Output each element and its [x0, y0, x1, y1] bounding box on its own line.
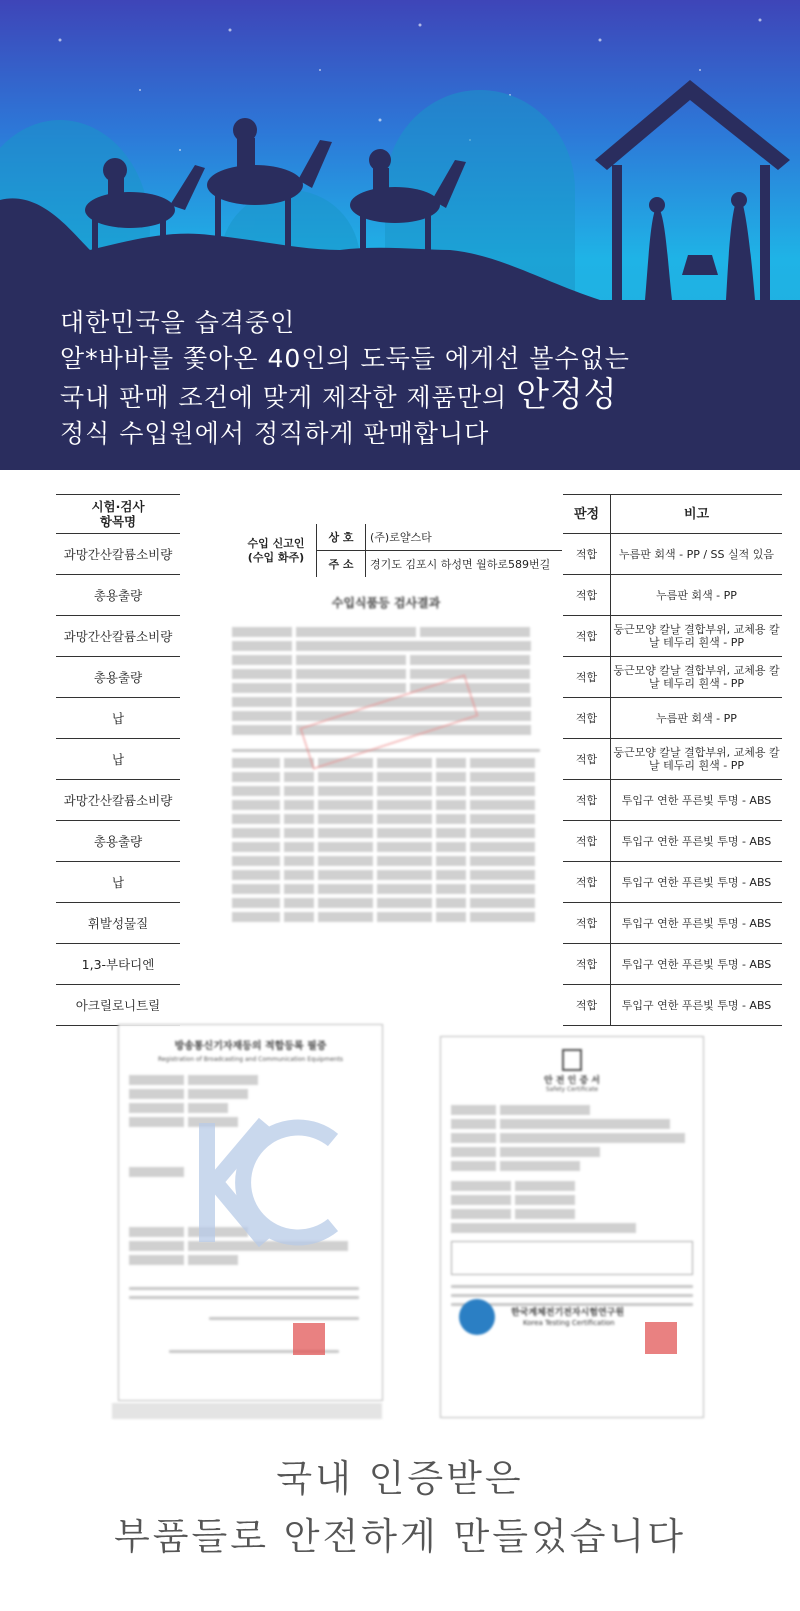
- verdict-cell: 적합: [563, 862, 611, 903]
- note-cell: 투입구 연한 푸른빛 투명 - ABS: [611, 821, 783, 862]
- test-item: 과망간산칼륨소비량: [56, 534, 180, 575]
- table-row: [563, 534, 782, 575]
- test-item: 납: [56, 698, 180, 739]
- hero-banner: [0, 0, 800, 470]
- note-cell: 투입구 연한 푸른빛 투명 - ABS: [611, 780, 783, 821]
- footer-line-1: 국내 인증받은: [276, 1457, 524, 1500]
- report-title: 수입식품등 검사결과: [331, 596, 441, 610]
- table-row: [563, 862, 782, 903]
- cert-right-title: 안 전 인 증 서: [543, 1076, 600, 1086]
- company-name-key: 상 호: [317, 524, 366, 551]
- verdict-cell: 적합: [563, 616, 611, 657]
- test-item-table: [56, 494, 180, 1026]
- test-item: 총용출량: [56, 821, 180, 862]
- cert-right-org-en: Korea Testing Certification: [523, 1319, 615, 1327]
- note-header: 비고: [611, 495, 783, 534]
- safety-certificate: [440, 1036, 704, 1418]
- table-row: [563, 575, 782, 616]
- verdict-cell: 적합: [563, 821, 611, 862]
- importer-label: 수입 신고인 (수입 화주): [236, 524, 317, 577]
- note-cell: 투입구 연한 푸른빛 투명 - ABS: [611, 862, 783, 903]
- table-row: [563, 985, 782, 1026]
- note-cell: 투입구 연한 푸른빛 투명 - ABS: [611, 944, 783, 985]
- test-item: 아크릴로니트릴: [56, 985, 180, 1026]
- verdict-cell: 적합: [563, 739, 611, 780]
- note-cell: 둥근모양 칼날 결합부위, 교체용 칼날 테두리 흰색 - PP: [611, 739, 783, 780]
- verdict-cell: 적합: [563, 985, 611, 1026]
- red-seal-stamp: [645, 1322, 677, 1354]
- hero-line-3-text: 국내 판매 조건에 맞게 제작한 제품만의: [60, 383, 508, 412]
- verdict-cell: 적합: [563, 534, 611, 575]
- footer-line-2: 부품들로 안전하게 만들었습니다: [114, 1515, 686, 1558]
- test-item: 과망간산칼륨소비량: [56, 780, 180, 821]
- note-cell: 투입구 연한 푸른빛 투명 - ABS: [611, 985, 783, 1026]
- note-cell: 둥근모양 칼날 결합부위, 교체용 칼날 테두리 흰색 - PP: [611, 616, 783, 657]
- table-row: [563, 657, 782, 698]
- note-cell: 둥근모양 칼날 결합부위, 교체용 칼날 테두리 흰색 - PP: [611, 657, 783, 698]
- kc-mark-icon: [562, 1049, 582, 1071]
- verdict-cell: 적합: [563, 698, 611, 739]
- hero-line-4: 정식 수입원에서 정직하게 판매합니다: [60, 419, 490, 448]
- company-name-value: (주)로얄스타: [366, 524, 563, 551]
- footer-copy: [0, 1450, 800, 1566]
- item-header: 시험·검사 항목명: [56, 495, 180, 534]
- hero-copy: [60, 305, 630, 452]
- test-item: 납: [56, 862, 180, 903]
- inspection-report-document: [232, 590, 540, 1010]
- test-item: 1,3-부타디엔: [56, 944, 180, 985]
- importer-info-table: [236, 524, 562, 577]
- table-row: [563, 616, 782, 657]
- verdict-cell: 적합: [563, 780, 611, 821]
- note-cell: 누름판 회색 - PP: [611, 698, 783, 739]
- cert-left-title: 방송통신기자재등의 적합등록 필증: [174, 1041, 327, 1052]
- table-row: [563, 780, 782, 821]
- hero-emphasis: 안정성: [516, 375, 618, 415]
- test-item: 과망간산칼륨소비량: [56, 616, 180, 657]
- test-item: 총용출량: [56, 575, 180, 616]
- cert-right-subtitle: Safety Certificate: [545, 1086, 599, 1093]
- verdict-header: 판정: [563, 495, 611, 534]
- verdict-table: [563, 494, 782, 1026]
- ktc-logo-icon: [459, 1299, 495, 1335]
- note-cell: 투입구 연한 푸른빛 투명 - ABS: [611, 903, 783, 944]
- address-value: 경기도 김포시 하성면 월하로589번길: [370, 558, 551, 571]
- test-item: 총용출량: [56, 657, 180, 698]
- note-cell: 누름판 회색 - PP / SS 실적 있음: [611, 534, 783, 575]
- table-row: [563, 821, 782, 862]
- cert-left-subtitle: Registration of Broadcasting and Communication Equipments: [157, 1056, 344, 1063]
- test-item: 휘발성물질: [56, 903, 180, 944]
- table-row: [563, 698, 782, 739]
- table-row: [563, 903, 782, 944]
- hero-line-1: 대한민국을 습격중인: [60, 308, 296, 337]
- note-cell: 누름판 회색 - PP: [611, 575, 783, 616]
- red-seal-stamp: [293, 1323, 325, 1355]
- verdict-cell: 적합: [563, 944, 611, 985]
- table-row: [563, 739, 782, 780]
- hero-line-2: 알*바바를 쫓아온 40인의 도둑들 에게선 볼수없는: [60, 344, 630, 373]
- address-key: 주 소: [317, 551, 366, 578]
- verdict-cell: 적합: [563, 657, 611, 698]
- verdict-cell: 적합: [563, 903, 611, 944]
- verdict-cell: 적합: [563, 575, 611, 616]
- kc-logo-watermark: [195, 1115, 340, 1250]
- cert-right-org-kr: 한국계체전기전자시험연구원: [511, 1308, 625, 1318]
- hero-line-3: [60, 377, 630, 416]
- stable-silhouette: [595, 80, 790, 300]
- table-row: [563, 944, 782, 985]
- test-item: 납: [56, 739, 180, 780]
- cert-left-footer-strip: [112, 1403, 382, 1419]
